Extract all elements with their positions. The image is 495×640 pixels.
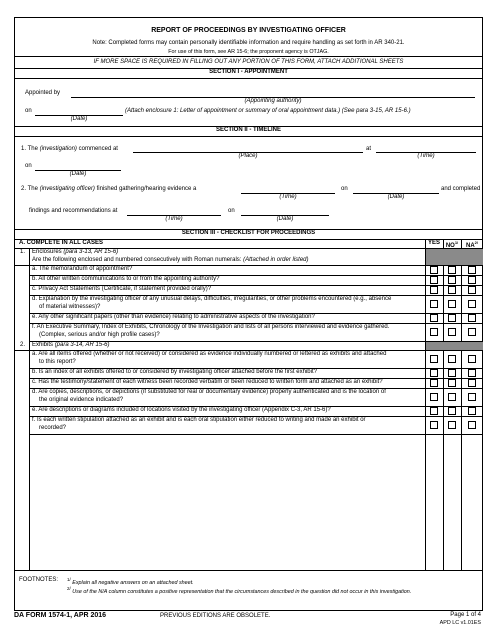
checklist-item-text-cont: the original evidence indicated? <box>39 397 124 403</box>
on-label-2: on <box>25 163 32 169</box>
checklist-item-text: d. Are copies, descriptions, or depictions (if substituted for real or documentary evidence) properly authenticated and is the location of <box>32 389 386 395</box>
checklist-item-text: f. An Executive Summary, Index of Exhibits, Chronology of the Investigation and lists of all persons interviewed and evidence gathered. <box>32 324 390 330</box>
enclosure-note: (Attach enclosure 1: Letter of appointment or summary of oral appointment data.) (See para 3-15, AR 15-6.) <box>125 108 411 114</box>
yes-checkbox[interactable] <box>430 379 438 387</box>
at-label: at <box>366 146 372 152</box>
yes-checkbox[interactable] <box>430 421 438 429</box>
col-yes: YES <box>427 240 440 246</box>
no-checkbox[interactable] <box>448 393 456 401</box>
na-checkbox[interactable] <box>468 300 476 308</box>
on-label-4: on <box>228 208 235 214</box>
no-checkbox[interactable] <box>448 369 456 377</box>
appointing-authority-caption: (Appointing authority) <box>244 98 302 104</box>
checklist-item-text-cont: (Complex, serious and/or high profile cases)? <box>39 332 160 338</box>
place-caption: (Place) <box>238 153 258 159</box>
checklist-item-text-cont: of material witnesses)? <box>39 304 101 310</box>
findings-label: findings and recommendations at <box>29 208 118 214</box>
version-label: APD LC v1.01ES <box>439 620 481 626</box>
item-1-heading: Enclosures (para 3-13, AR 15-6) <box>32 249 119 255</box>
finished-date-caption: (Date) <box>387 194 405 200</box>
form-page <box>14 17 483 611</box>
na-checkbox[interactable] <box>468 407 476 415</box>
checklist-item-text: f. Is each written stipulation attached as an exhibit and is each oral stipulation either reduced to writing and made an exhibit or <box>32 417 366 423</box>
time-caption: (Time) <box>417 153 435 159</box>
na-checkbox[interactable] <box>468 355 476 363</box>
no-checkbox[interactable] <box>448 286 456 294</box>
shaded-cell <box>426 249 483 265</box>
checklist-item-text: a. The memorandum of appointment? <box>32 266 133 272</box>
yes-checkbox[interactable] <box>430 393 438 401</box>
commenced-date-caption: (Date) <box>69 171 87 177</box>
editions-note: PREVIOUS EDITIONS ARE OBSOLETE. <box>160 613 271 619</box>
checklist-item-text-cont: recorded? <box>39 425 67 431</box>
checklist-item-text: b. Is an index of all exhibits offered to or considered by investigating officer attached before the first exhibit? <box>32 369 317 375</box>
col-no: $NO^{1/}$ <box>445 240 459 249</box>
na-checkbox[interactable] <box>468 369 476 377</box>
no-checkbox[interactable] <box>448 328 456 336</box>
finished-time-caption: (Time) <box>279 194 297 200</box>
checklist-item-text: c. Has the testimony/statement of each witness been recorded verbatim or been reduced to written form and attached as an exhibit? <box>32 379 383 385</box>
na-checkbox[interactable] <box>468 379 476 387</box>
yes-checkbox[interactable] <box>430 328 438 336</box>
proponent-note: For use of this form, see AR 15-6; the proponent agency is OTJAG. <box>168 49 329 55</box>
timeline-line-2: 2. The (investigating officer) finished gathering/hearing evidence a <box>21 186 197 192</box>
yes-checkbox[interactable] <box>430 355 438 363</box>
no-checkbox[interactable] <box>448 407 456 415</box>
form-number: DA FORM 1574-1, APR 2016 <box>14 612 107 619</box>
page-number: Page 1 of 4 <box>450 612 481 618</box>
na-checkbox[interactable] <box>468 266 476 274</box>
form-title: REPORT OF PROCEEDINGS BY INVESTIGATING OFFICER <box>151 27 346 34</box>
checklist-item-text: d. Explanation by the investigating officer of any unusual delays, difficulties, irregularities, or other problems encountered (e.g., absence <box>32 296 392 302</box>
and-completed-label: and completed <box>441 186 481 192</box>
yes-checkbox[interactable] <box>430 286 438 294</box>
footnote-2: $^{2/}$ Use of the N/A column constitutes a positive representation that the circumstances described in the question did not occur in this investigation. <box>67 586 412 595</box>
no-checkbox[interactable] <box>448 421 456 429</box>
section-3-title: SECTION III - CHECKLIST FOR PROCEEDINGS <box>181 230 316 236</box>
na-checkbox[interactable] <box>468 276 476 284</box>
checklist-item-text: a. Are all items offered (whether or not received) or considered as evidence individually numbered or lettered as exhibits and attached <box>32 351 387 357</box>
on-label-3: on <box>341 186 348 192</box>
section-2-title: SECTION II - TIMELINE <box>215 127 281 133</box>
pii-note: Note: Completed forms may contain personally identifiable information and require handling as set forth in AR 340-21. <box>92 40 405 46</box>
findings-date-caption: (Date) <box>276 216 294 222</box>
checklist-item-text: e. Are descriptions or diagrams included of locations visited by the investigating officer (Appendix C-3, AR 15-6)? <box>32 407 331 413</box>
item-2-heading: Exhibits (para 3-14, AR 15-6) <box>32 342 110 348</box>
checklist-item-text: e. Any other significant papers (other than evidence) relating to administrative aspects of the investigation? <box>32 314 315 320</box>
na-checkbox[interactable] <box>468 421 476 429</box>
space-banner: IF MORE SPACE IS REQUIRED IN FILLING OUT ANY PORTION OF THIS FORM, ATTACH ADDITIONAL SHEETS <box>93 59 404 65</box>
na-checkbox[interactable] <box>468 328 476 336</box>
yes-checkbox[interactable] <box>430 407 438 415</box>
item-2-number: 2. <box>20 342 26 348</box>
yes-checkbox[interactable] <box>430 266 438 274</box>
appointed-by-label: Appointed by <box>25 90 61 96</box>
yes-checkbox[interactable] <box>430 300 438 308</box>
no-checkbox[interactable] <box>448 379 456 387</box>
item-1-sub: Are the following enclosed and numbered consecutively with Roman numerals: (Attached in order listed) <box>32 257 309 263</box>
yes-checkbox[interactable] <box>430 276 438 284</box>
findings-time-caption: (Time) <box>165 216 183 222</box>
col-na: $NA^{2/}$ <box>465 240 478 249</box>
checklist-item-text: c. Privacy Act Statements (Certificate, if statement provided orally)? <box>32 286 212 292</box>
section-1-title: SECTION I - APPOINTMENT <box>209 69 288 75</box>
footnotes-label: FOOTNOTES: <box>19 577 58 583</box>
no-checkbox[interactable] <box>448 355 456 363</box>
na-checkbox[interactable] <box>468 393 476 401</box>
na-checkbox[interactable] <box>468 286 476 294</box>
no-checkbox[interactable] <box>448 300 456 308</box>
timeline-line-1: 1. The (investigation) commenced at <box>21 146 118 152</box>
shaded-cell-2 <box>426 342 483 350</box>
yes-checkbox[interactable] <box>430 314 438 322</box>
item-1-number: 1. <box>20 249 26 255</box>
appointment-date-caption: (Date) <box>70 116 88 122</box>
footnote-1: $^{1/}$ Explain all negative answers on an attached sheet. <box>67 577 194 586</box>
no-checkbox[interactable] <box>448 314 456 322</box>
on-label: on <box>25 108 32 114</box>
yes-checkbox[interactable] <box>430 369 438 377</box>
no-checkbox[interactable] <box>448 276 456 284</box>
na-checkbox[interactable] <box>468 314 476 322</box>
checklist-item-text-cont: to this report? <box>39 359 76 365</box>
group-a-heading: A. COMPLETE IN ALL CASES <box>19 240 104 246</box>
no-checkbox[interactable] <box>448 266 456 274</box>
checklist-item-text: b. All other written communications to or from the appointing authority? <box>32 276 220 282</box>
